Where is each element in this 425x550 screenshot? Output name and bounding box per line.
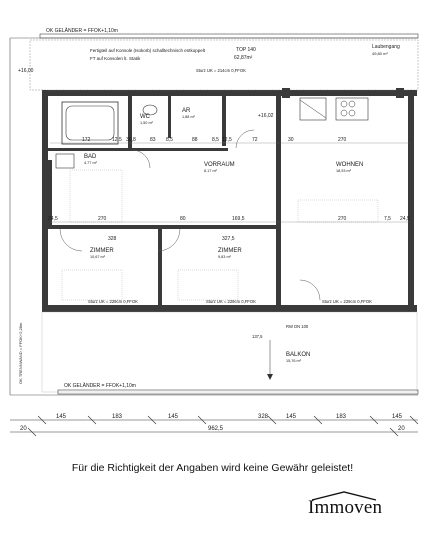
wall-left [42, 90, 48, 312]
note-konsole: Fertigteil auf Konsole (Isokorb) schalltechnisch entkoppelt [90, 48, 206, 53]
door-swing [132, 150, 150, 168]
dim-zimmer: 328 [108, 236, 117, 242]
label-gelaender-top: OK GELÄNDER = FFOK+1,10m [46, 28, 118, 34]
dim-bottom: 145 [392, 414, 403, 420]
dim-top: 8,5 [166, 137, 173, 143]
room-name-zimmer-2: ZIMMER [218, 248, 242, 254]
dim-bottom: 183 [336, 414, 347, 420]
logo-roof-icon [308, 491, 380, 501]
room-name-bad: BAD [84, 154, 97, 160]
stove-burner [349, 101, 355, 107]
dim-bottom: 145 [56, 414, 67, 420]
laubengang-area: 49,80 m² [372, 51, 388, 56]
room-name-vorraum: VORRAUM [204, 162, 235, 168]
drain-arrow-head [267, 374, 273, 380]
dim-top: 172 [82, 137, 91, 143]
room-name-zimmer-1: ZIMMER [90, 248, 114, 254]
sturz-label: Sturz UK = 229cm 0,FFOK [206, 299, 256, 304]
dim-bottom2: 20 [20, 426, 27, 432]
room-area-zimmer-1: 10,67 m² [90, 255, 105, 259]
dim-bottom2: 962,5 [208, 426, 224, 432]
room-area-wohnen: 18,93 m² [336, 169, 351, 173]
rw-dn: RW DN 100 [286, 324, 309, 329]
bed-1 [62, 270, 122, 300]
label-gelaender-bottom: OK GELÄNDER = FFOK+1,10m [64, 383, 136, 389]
dim-bottom: 145 [168, 414, 179, 420]
disclaimer: Für die Richtigkeit der Angaben wird keine Gewähr geleistet! [71, 462, 354, 474]
dim-top: 88 [192, 137, 198, 143]
dim-mid: 169,5 [232, 216, 245, 222]
laubengang-zone [30, 40, 418, 90]
dim-top: 30 [288, 137, 294, 143]
column [396, 88, 404, 98]
dim-mid: 24,5 [48, 216, 58, 222]
dim-mid: 270 [338, 216, 347, 222]
column [282, 88, 290, 98]
room-name-ar: AR [182, 108, 191, 114]
dim-top: 270 [338, 137, 347, 143]
dim-mid: 80 [180, 216, 186, 222]
room-name-wc: WC [140, 114, 150, 120]
furniture [70, 170, 122, 222]
top-label: TOP 140 [236, 47, 256, 53]
dim-top: 83 [150, 137, 156, 143]
door-swing [60, 229, 82, 251]
room-area-bad: 4,77 m² [84, 161, 97, 165]
dim-bottom: 145 [286, 414, 297, 420]
dim-top: 12,5 [222, 137, 232, 143]
dim-top: 72 [252, 137, 258, 143]
level-1600: +16,00 [18, 68, 34, 74]
bed-2 [178, 270, 238, 300]
room-area-zimmer-2: 9,83 m² [218, 255, 231, 259]
wall-bottom [42, 305, 417, 312]
wall-service-bottom [128, 148, 228, 151]
dim-bottom2: 20 [398, 426, 405, 432]
balcony-area [42, 312, 417, 392]
dim-mid: 270 [98, 216, 107, 222]
room-area-ar: 1,88 m² [182, 115, 195, 119]
wall-wc-ar [168, 96, 171, 138]
wall-wohnen-left [276, 96, 281, 306]
room-area-balkon: 15,76 m² [286, 359, 301, 363]
washbasin [56, 154, 74, 168]
dim-top: 30,8 [126, 137, 136, 143]
sturz-label: Sturz UK = 229cm 0,FFOK [322, 299, 372, 304]
door-swing [300, 280, 320, 300]
laubengang-name: Laubengang [372, 44, 400, 50]
trennwand: OK TRENNWAND = FFOK+2,28m [18, 322, 23, 384]
wall-right [408, 90, 414, 312]
sink-hatch [300, 100, 326, 118]
wall-bad-bottom [48, 148, 132, 151]
dim-bottom: 183 [112, 414, 123, 420]
level-1602: +16,02 [258, 113, 274, 119]
kitchen-counter [336, 98, 368, 120]
dim-mid: 24,5 [400, 216, 410, 222]
wall-zimmer-top [48, 225, 278, 229]
dim-1375: 137,5 [252, 334, 263, 339]
room-area-wc: 1,50 m² [140, 121, 153, 125]
stove-burner [341, 110, 347, 116]
stove-burner [349, 110, 355, 116]
wall-top [42, 90, 417, 96]
room-name-balkon: BALKON [286, 352, 311, 358]
sturz-label: Sturz UK = 229cm 0,FFOK [88, 299, 138, 304]
top-area: 62,87m² [234, 55, 253, 61]
dim-zimmer: 327,5 [222, 236, 235, 242]
dim-top: 12,5 [112, 137, 122, 143]
stove-burner [341, 101, 347, 107]
dim-mid: 7,5 [384, 216, 391, 222]
railing-top [40, 34, 418, 38]
wall-zimmer-divider [158, 229, 162, 307]
dim-bottom: 328 [258, 414, 269, 420]
dim-top: 8,5 [212, 137, 219, 143]
sturz-top: Sturz UK = 214cm 0,FFOK [196, 68, 246, 73]
immoven-logo [308, 496, 383, 520]
logo-wordmark: Immoven [308, 497, 383, 518]
bathtub-inner [66, 106, 114, 140]
room-name-wohnen: WOHNEN [336, 162, 364, 168]
note-statik: FT auf Konsolen lt. Statik [90, 56, 141, 61]
room-area-vorraum: 8,17 m² [204, 169, 217, 173]
